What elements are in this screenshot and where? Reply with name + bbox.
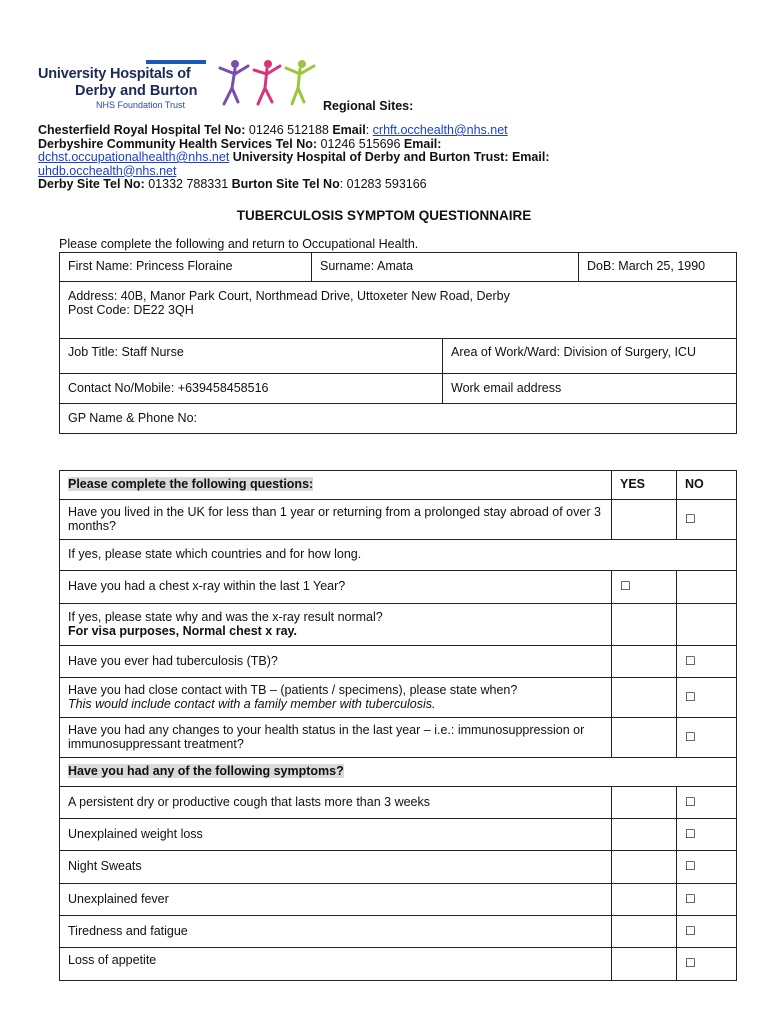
symptom-row <box>60 948 737 981</box>
symptom-row <box>60 916 737 948</box>
question-row <box>60 540 737 571</box>
question-text-line: Have you had close contact with TB – (patients / specimens), please state when? <box>68 683 518 697</box>
yes-cell[interactable] <box>612 646 677 678</box>
personal-details-table <box>59 252 737 434</box>
logo-line2: Derby and Burton <box>75 83 198 99</box>
symptoms-header <box>60 758 737 787</box>
yes-cell[interactable] <box>612 948 677 981</box>
no-checkbox[interactable]: ☐ <box>677 851 737 884</box>
no-checkbox[interactable]: ☐ <box>677 819 737 851</box>
symptoms-header-text: Have you had any of the following symptoms? <box>68 764 344 779</box>
burton-site-tel: : 01283 593166 <box>339 177 427 191</box>
work-email-field[interactable]: Work email address <box>443 374 737 404</box>
contact-line-derbyshire <box>38 138 738 152</box>
yes-cell[interactable] <box>612 851 677 884</box>
chesterfield-email-link[interactable]: crhft.occhealth@nhs.net <box>372 123 508 137</box>
no-checkbox[interactable]: ☐ <box>677 678 737 718</box>
question-text <box>60 678 612 718</box>
questions-header <box>60 471 612 500</box>
questions-table <box>59 470 737 981</box>
burton-site-label: Burton Site Tel No <box>231 177 340 191</box>
question-text: Have you lived in the UK for less than 1 year or returning from a prolonged stay abroad of over 3 months? <box>60 500 612 540</box>
yes-header: YES <box>612 471 677 500</box>
email-label: Email: <box>403 136 442 151</box>
no-checkbox[interactable]: ☐ <box>677 718 737 758</box>
symptom-text: Tiredness and fatigue <box>60 916 612 948</box>
contact-field[interactable]: Contact No/Mobile: +639458458516 <box>60 374 443 404</box>
question-text[interactable]: If yes, please state which countries and for how long. <box>60 540 737 571</box>
no-checkbox[interactable]: ☐ <box>677 916 737 948</box>
yes-cell[interactable] <box>612 916 677 948</box>
address-line: Address: 40B, Manor Park Court, Northmead Drive, Uttoxeter New Road, Derby <box>68 289 510 303</box>
contact-line-uhdb-email <box>38 165 738 179</box>
question-row <box>60 604 737 646</box>
no-header: NO <box>677 471 737 500</box>
question-text[interactable] <box>60 604 612 646</box>
no-cell[interactable] <box>677 571 737 604</box>
uhdb-email-link[interactable]: uhdb.occhealth@nhs.net <box>38 163 177 178</box>
symptom-text: Unexplained weight loss <box>60 819 612 851</box>
yes-cell[interactable] <box>612 500 677 540</box>
question-row <box>60 718 737 758</box>
question-text: Have you ever had tuberculosis (TB)? <box>60 646 612 678</box>
area-field[interactable]: Area of Work/Ward: Division of Surgery, ICU <box>443 339 737 374</box>
surname-field[interactable]: Surname: Amata <box>312 253 579 282</box>
question-text: Have you had a chest x-ray within the last 1 Year? <box>60 571 612 604</box>
uhdb-label: University Hospital of Derby and Burton Trust: Email: <box>229 150 550 164</box>
logo-bar <box>146 60 206 64</box>
symptom-row <box>60 819 737 851</box>
yes-cell[interactable] <box>612 718 677 758</box>
derbyshire-email-link[interactable]: dchst.occupationalhealth@nhs.net <box>38 150 230 164</box>
contact-line-chesterfield <box>38 124 738 138</box>
hospital-logo <box>38 66 197 111</box>
yes-checkbox[interactable]: ☐ <box>612 571 677 604</box>
derbyshire-label: Derbyshire Community Health Services Tel No: <box>38 136 318 151</box>
contact-details <box>38 124 738 192</box>
symptom-row <box>60 787 737 819</box>
first-name-field[interactable]: First Name: Princess Floraine <box>60 253 312 282</box>
question-note: This would include contact with a family member with tuberculosis. <box>68 696 436 711</box>
yes-cell[interactable] <box>612 787 677 819</box>
no-checkbox[interactable]: ☐ <box>677 884 737 916</box>
question-text: Have you had any changes to your health status in the last year – i.e.: immunosuppression or immunosuppressant treatment? <box>60 718 612 758</box>
yes-cell[interactable] <box>612 884 677 916</box>
symptom-row <box>60 851 737 884</box>
no-cell[interactable] <box>677 604 737 646</box>
question-row <box>60 571 737 604</box>
contact-line-uhdb <box>38 151 738 165</box>
postcode-line: Post Code: DE22 3QH <box>68 302 194 317</box>
intro-text: Please complete the following and return to Occupational Health. <box>59 237 419 251</box>
yes-cell[interactable] <box>612 604 677 646</box>
question-text-line: If yes, please state why and was the x-ray result normal? <box>68 610 383 624</box>
logo-line3: NHS Foundation Trust <box>96 100 186 110</box>
job-title-field[interactable]: Job Title: Staff Nurse <box>60 339 443 374</box>
logo-figures-icon <box>210 58 320 108</box>
yes-cell[interactable] <box>612 819 677 851</box>
no-checkbox[interactable]: ☐ <box>677 787 737 819</box>
questions-header-text: Please complete the following questions: <box>68 477 314 492</box>
no-checkbox[interactable]: ☐ <box>677 646 737 678</box>
derbyshire-tel: 01246 515696 <box>317 136 404 151</box>
contact-line-sites <box>38 178 738 192</box>
address-field[interactable] <box>60 282 737 339</box>
symptom-text: A persistent dry or productive cough that lasts more than 3 weeks <box>60 787 612 819</box>
symptom-text: Loss of appetite <box>60 948 612 981</box>
chesterfield-tel: 01246 512188 <box>245 123 333 137</box>
question-row <box>60 646 737 678</box>
symptom-row <box>60 884 737 916</box>
answer-text: For visa purposes, Normal chest x ray. <box>68 623 298 638</box>
derby-site-tel: 01332 788331 <box>144 177 232 191</box>
logo-line1: University Hospitals of <box>38 66 191 82</box>
regional-sites-label: Regional Sites: <box>323 99 414 113</box>
yes-cell[interactable] <box>612 678 677 718</box>
dob-field[interactable]: DoB: March 25, 1990 <box>579 253 737 282</box>
gp-field[interactable]: GP Name & Phone No: <box>60 404 737 434</box>
symptom-text: Unexplained fever <box>60 884 612 916</box>
page-title: TUBERCULOSIS SYMPTOM QUESTIONNAIRE <box>236 208 532 223</box>
no-checkbox[interactable]: ☐ <box>677 500 737 540</box>
email-label: Email <box>332 123 366 137</box>
derby-site-label: Derby Site Tel No: <box>38 177 145 191</box>
chesterfield-label: Chesterfield Royal Hospital Tel No: <box>38 123 246 137</box>
colon: : <box>365 123 373 137</box>
no-checkbox[interactable]: ☐ <box>677 948 737 981</box>
question-row <box>60 678 737 718</box>
question-row <box>60 500 737 540</box>
symptom-text: Night Sweats <box>60 851 612 884</box>
